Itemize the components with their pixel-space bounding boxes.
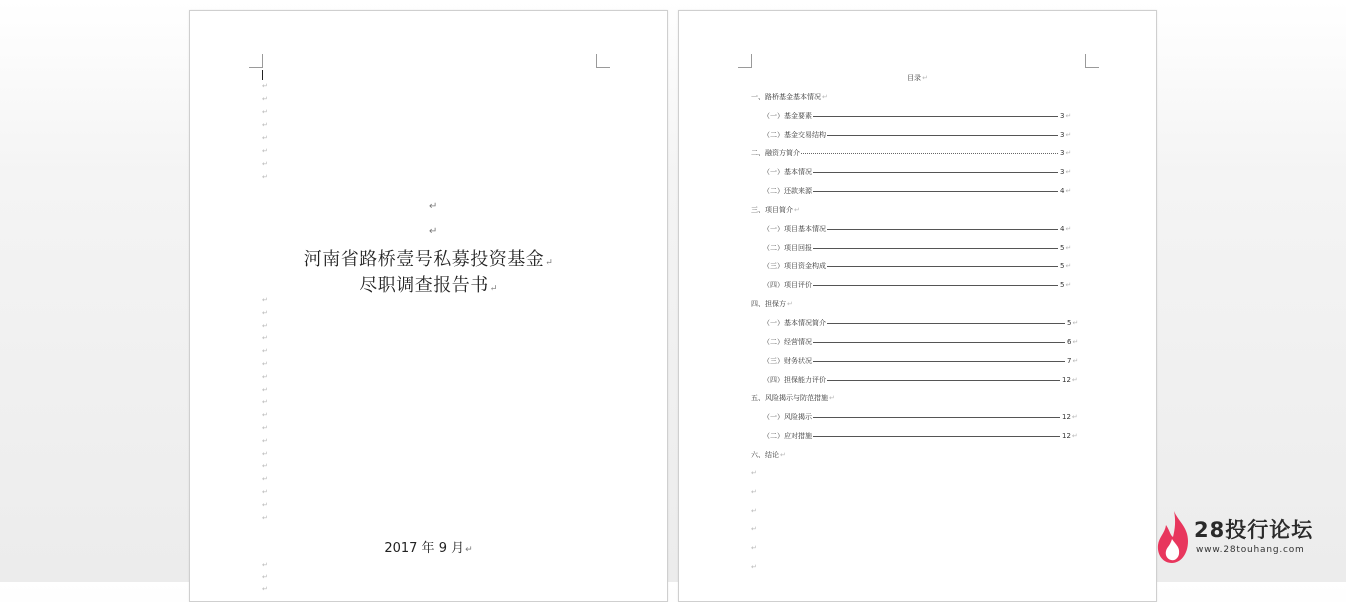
toc-leader — [813, 172, 1058, 173]
paragraph-mark: ↵ — [465, 545, 473, 555]
toc-entry[interactable] — [751, 149, 1071, 158]
toc-leader — [801, 153, 1058, 154]
paragraph-mark: ↵ — [751, 488, 757, 496]
paragraph-mark: ↵ — [829, 394, 835, 402]
toc-entry[interactable] — [751, 451, 786, 460]
toc-leader — [827, 266, 1058, 267]
paragraph-mark: ↵ — [751, 525, 757, 533]
cover-title-text: 河南省路桥壹号私募投资基金 — [303, 249, 545, 270]
toc-entry-label: （二）项目回报 — [763, 244, 812, 252]
watermark-logo — [1150, 505, 1346, 582]
toc-entry[interactable] — [763, 112, 1071, 121]
paragraph-mark: ↵ — [262, 488, 268, 496]
paragraph-mark: ↵ — [262, 475, 268, 483]
cover-date[interactable] — [190, 537, 667, 556]
toc-entry-label: 六、结论 — [751, 451, 779, 459]
paragraph-mark: ↵ — [262, 411, 268, 419]
toc-page-number: 7 — [1067, 357, 1072, 365]
toc-entry-label: 二、融资方简介 — [751, 149, 800, 157]
paragraph-mark: ↵ — [262, 347, 268, 355]
paragraph-mark: ↵ — [1065, 281, 1072, 289]
toc-entry-label: （二）基金交易结构 — [763, 131, 826, 139]
crop-mark-top-left — [738, 54, 752, 68]
toc-entry[interactable] — [763, 281, 1071, 290]
paragraph-mark: ↵ — [262, 437, 268, 445]
paragraph-mark: ↵ — [262, 82, 268, 90]
crop-mark-top-left — [249, 54, 263, 68]
toc-page-number: 3 — [1060, 149, 1065, 157]
toc-entry-label: （二）还款来源 — [763, 187, 812, 195]
toc-leader — [813, 285, 1058, 286]
toc-entry[interactable] — [751, 300, 793, 309]
toc-entry[interactable] — [751, 206, 800, 215]
paragraph-mark: ↵ — [1065, 149, 1072, 157]
toc-page-number: 12 — [1062, 376, 1071, 384]
paragraph-mark: ↵ — [262, 398, 268, 406]
paragraph-mark: ↵ — [262, 160, 268, 168]
paragraph-mark: ↵ — [262, 424, 268, 432]
paragraph-mark: ↵ — [429, 201, 438, 212]
toc-entry-label: （一）风险揭示 — [763, 413, 812, 421]
toc-entry-label: （一）基本情况 — [763, 168, 812, 176]
toc-entry[interactable] — [751, 93, 828, 102]
toc-entry-label: （一）基本情况简介 — [763, 319, 826, 327]
toc-entry[interactable] — [763, 338, 1078, 347]
toc-entry[interactable] — [763, 376, 1078, 385]
paragraph-mark: ↵ — [1072, 338, 1079, 346]
toc-entry[interactable] — [763, 244, 1071, 253]
toc-page-number: 5 — [1060, 244, 1065, 252]
toc-entry-label: 五、风险揭示与防范措施 — [751, 394, 828, 402]
toc-entry[interactable] — [763, 187, 1071, 196]
toc-entry-label: 四、担保方 — [751, 300, 786, 308]
paragraph-mark: ↵ — [751, 563, 757, 571]
document-page-toc — [678, 10, 1157, 602]
toc-entry-label: （二）应对措施 — [763, 432, 812, 440]
paragraph-mark: ↵ — [489, 284, 498, 294]
paragraph-mark: ↵ — [922, 74, 928, 82]
paragraph-mark: ↵ — [262, 147, 268, 155]
toc-entry[interactable] — [763, 225, 1071, 234]
paragraph-mark: ↵ — [262, 561, 268, 569]
paragraph-mark: ↵ — [751, 507, 757, 515]
toc-leader — [827, 229, 1058, 230]
toc-page-number: 4 — [1060, 187, 1065, 195]
paragraph-mark: ↵ — [1065, 187, 1072, 195]
crop-mark-top-right — [596, 54, 610, 68]
paragraph-mark: ↵ — [1065, 262, 1072, 270]
paragraph-mark: ↵ — [262, 573, 268, 581]
paragraph-mark: ↵ — [262, 134, 268, 142]
toc-entry-label: （三）财务状况 — [763, 357, 812, 365]
toc-leader — [827, 323, 1065, 324]
toc-page-number: 3 — [1060, 131, 1065, 139]
paragraph-mark: ↵ — [262, 173, 268, 181]
toc-page-number: 5 — [1060, 281, 1065, 289]
toc-entry-label: （一）基金要素 — [763, 112, 812, 120]
toc-page-number: 3 — [1060, 112, 1065, 120]
paragraph-mark: ↵ — [262, 501, 268, 509]
toc-entry[interactable] — [763, 319, 1078, 328]
toc-entry-label: （四）项目评价 — [763, 281, 812, 289]
paragraph-mark: ↵ — [787, 300, 793, 308]
toc-leader — [813, 116, 1058, 117]
paragraph-mark: ↵ — [262, 386, 268, 394]
toc-entry[interactable] — [763, 357, 1078, 366]
toc-leader — [813, 248, 1058, 249]
toc-page-number: 4 — [1060, 225, 1065, 233]
paragraph-mark: ↵ — [545, 258, 554, 268]
toc-entry[interactable] — [763, 131, 1071, 140]
toc-page-number: 5 — [1060, 262, 1065, 270]
paragraph-mark: ↵ — [262, 296, 268, 304]
toc-entry[interactable] — [763, 432, 1078, 441]
toc-entry[interactable] — [763, 413, 1078, 422]
document-page-cover — [189, 10, 668, 602]
paragraph-mark: ↵ — [1071, 376, 1078, 384]
toc-page-number: 12 — [1062, 432, 1071, 440]
paragraph-mark: ↵ — [780, 451, 786, 459]
toc-page-number: 5 — [1067, 319, 1072, 327]
toc-leader — [813, 191, 1058, 192]
toc-entry[interactable] — [763, 168, 1071, 177]
paragraph-mark: ↵ — [262, 450, 268, 458]
paragraph-mark: ↵ — [1065, 112, 1072, 120]
toc-leader — [813, 436, 1060, 437]
cover-subtitle-text: 尽职调查报告书 — [359, 275, 489, 296]
toc-entry-label: （四）担保能力评价 — [763, 376, 826, 384]
toc-leader — [813, 342, 1065, 343]
paragraph-mark: ↵ — [262, 334, 268, 342]
toc-entry[interactable] — [763, 262, 1071, 271]
toc-entry-label: （一）项目基本情况 — [763, 225, 826, 233]
toc-leader — [827, 380, 1060, 381]
paragraph-mark: ↵ — [1072, 357, 1079, 365]
toc-leader — [813, 417, 1060, 418]
paragraph-mark: ↵ — [262, 514, 268, 522]
paragraph-mark: ↵ — [262, 95, 268, 103]
toc-page-number: 12 — [1062, 413, 1071, 421]
paragraph-mark: ↵ — [1072, 319, 1079, 327]
toc-entry-label: 三、项目简介 — [751, 206, 793, 214]
toc-entry-label: （三）项目资金构成 — [763, 262, 826, 270]
paragraph-mark: ↵ — [751, 544, 757, 552]
paragraph-mark: ↵ — [262, 585, 268, 593]
paragraph-mark: ↵ — [1065, 131, 1072, 139]
paragraph-mark: ↵ — [751, 469, 757, 477]
paragraph-mark: ↵ — [429, 226, 438, 237]
crop-mark-top-right — [1085, 54, 1099, 68]
toc-leader — [813, 361, 1065, 362]
toc-title[interactable] — [679, 73, 1156, 83]
toc-page-number: 3 — [1060, 168, 1065, 176]
paragraph-mark: ↵ — [262, 121, 268, 129]
watermark-brand: 28投行论坛 — [1194, 518, 1314, 542]
paragraph-mark: ↵ — [262, 360, 268, 368]
paragraph-mark: ↵ — [1071, 413, 1078, 421]
toc-entry-label: 一、路桥基金基本情况 — [751, 93, 821, 101]
paragraph-mark: ↵ — [1065, 244, 1072, 252]
paragraph-mark: ↵ — [262, 322, 268, 330]
paragraph-mark: ↵ — [794, 206, 800, 214]
paragraph-mark: ↵ — [1065, 225, 1072, 233]
paragraph-mark: ↵ — [262, 373, 268, 381]
cover-date-text: 2017 年 9 月 — [384, 541, 465, 556]
toc-title-text: 目录 — [907, 74, 922, 82]
toc-entry[interactable] — [751, 394, 835, 403]
paragraph-mark: ↵ — [1071, 432, 1078, 440]
flame-icon — [1154, 509, 1194, 565]
paragraph-mark: ↵ — [262, 462, 268, 470]
cover-title-line-2[interactable] — [190, 271, 667, 297]
toc-page-number: 6 — [1067, 338, 1072, 346]
toc-entry-label: （二）经营情况 — [763, 338, 812, 346]
paragraph-mark: ↵ — [822, 93, 828, 101]
paragraph-mark: ↵ — [262, 309, 268, 317]
toc-leader — [827, 135, 1058, 136]
cover-title-line-1[interactable] — [190, 245, 667, 271]
paragraph-mark: ↵ — [262, 108, 268, 116]
text-cursor — [262, 70, 263, 80]
watermark-url: www.28touhang.com — [1196, 545, 1305, 555]
paragraph-mark: ↵ — [1065, 168, 1072, 176]
